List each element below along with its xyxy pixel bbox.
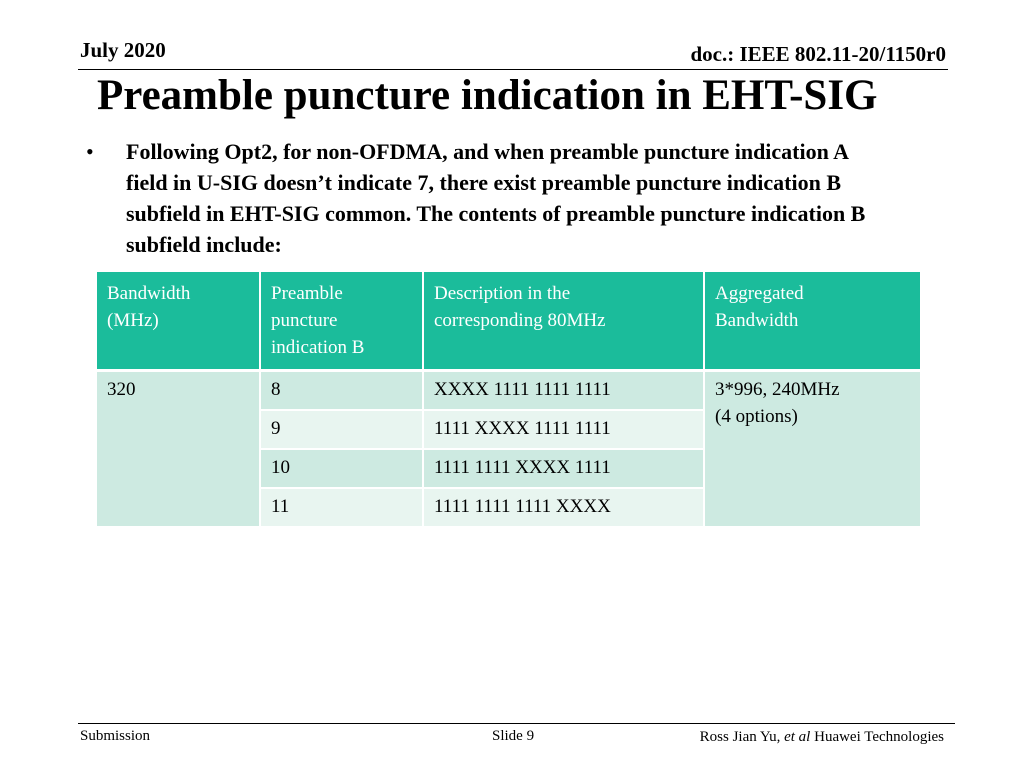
- cell-ppi-b: 11: [260, 488, 423, 527]
- footer-divider: [78, 723, 955, 724]
- header-aggregated-bandwidth: Aggregated Bandwidth: [704, 272, 921, 371]
- cell-description: 1111 1111 XXXX 1111: [423, 449, 704, 488]
- header-ppi-b: Preamble puncture indication B: [260, 272, 423, 371]
- cell-description: XXXX 1111 1111 1111: [423, 371, 704, 411]
- cell-ppi-b: 8: [260, 371, 423, 411]
- cell-aggregated-bandwidth: 3*996, 240MHz (4 options): [704, 371, 921, 528]
- header-bandwidth: Bandwidth (MHz): [97, 272, 260, 371]
- table-row: [97, 371, 921, 411]
- footer-author: Ross Jian Yu, et al Huawei Technologies: [699, 729, 944, 745]
- header-description: Description in the corresponding 80MHz: [423, 272, 704, 371]
- puncture-table: [97, 272, 922, 528]
- cell-ppi-b: 10: [260, 449, 423, 488]
- slide-title: Preamble puncture indication in EHT-SIG: [97, 72, 878, 119]
- bullet-text: Following Opt2, for non-OFDMA, and when preamble puncture indication A field in U-SIG doesn’t indicate 7, there exist preamble puncture indication B subfield in EHT-SIG common. The contents of preamble puncture indication B subfield include:: [126, 139, 866, 257]
- header-doc-id: doc.: IEEE 802.11-20/1150r0: [690, 42, 946, 66]
- cell-bandwidth: 320: [97, 371, 260, 528]
- footer-slide-number: Slide 9: [492, 728, 535, 744]
- table-header-row: [97, 272, 921, 371]
- bullet-marker: •: [86, 139, 94, 164]
- cell-ppi-b: 9: [260, 410, 423, 449]
- footer-submission: Submission: [80, 728, 151, 744]
- cell-description: 1111 XXXX 1111 1111: [423, 410, 704, 449]
- header-date: July 2020: [80, 38, 166, 62]
- cell-description: 1111 1111 1111 XXXX: [423, 488, 704, 527]
